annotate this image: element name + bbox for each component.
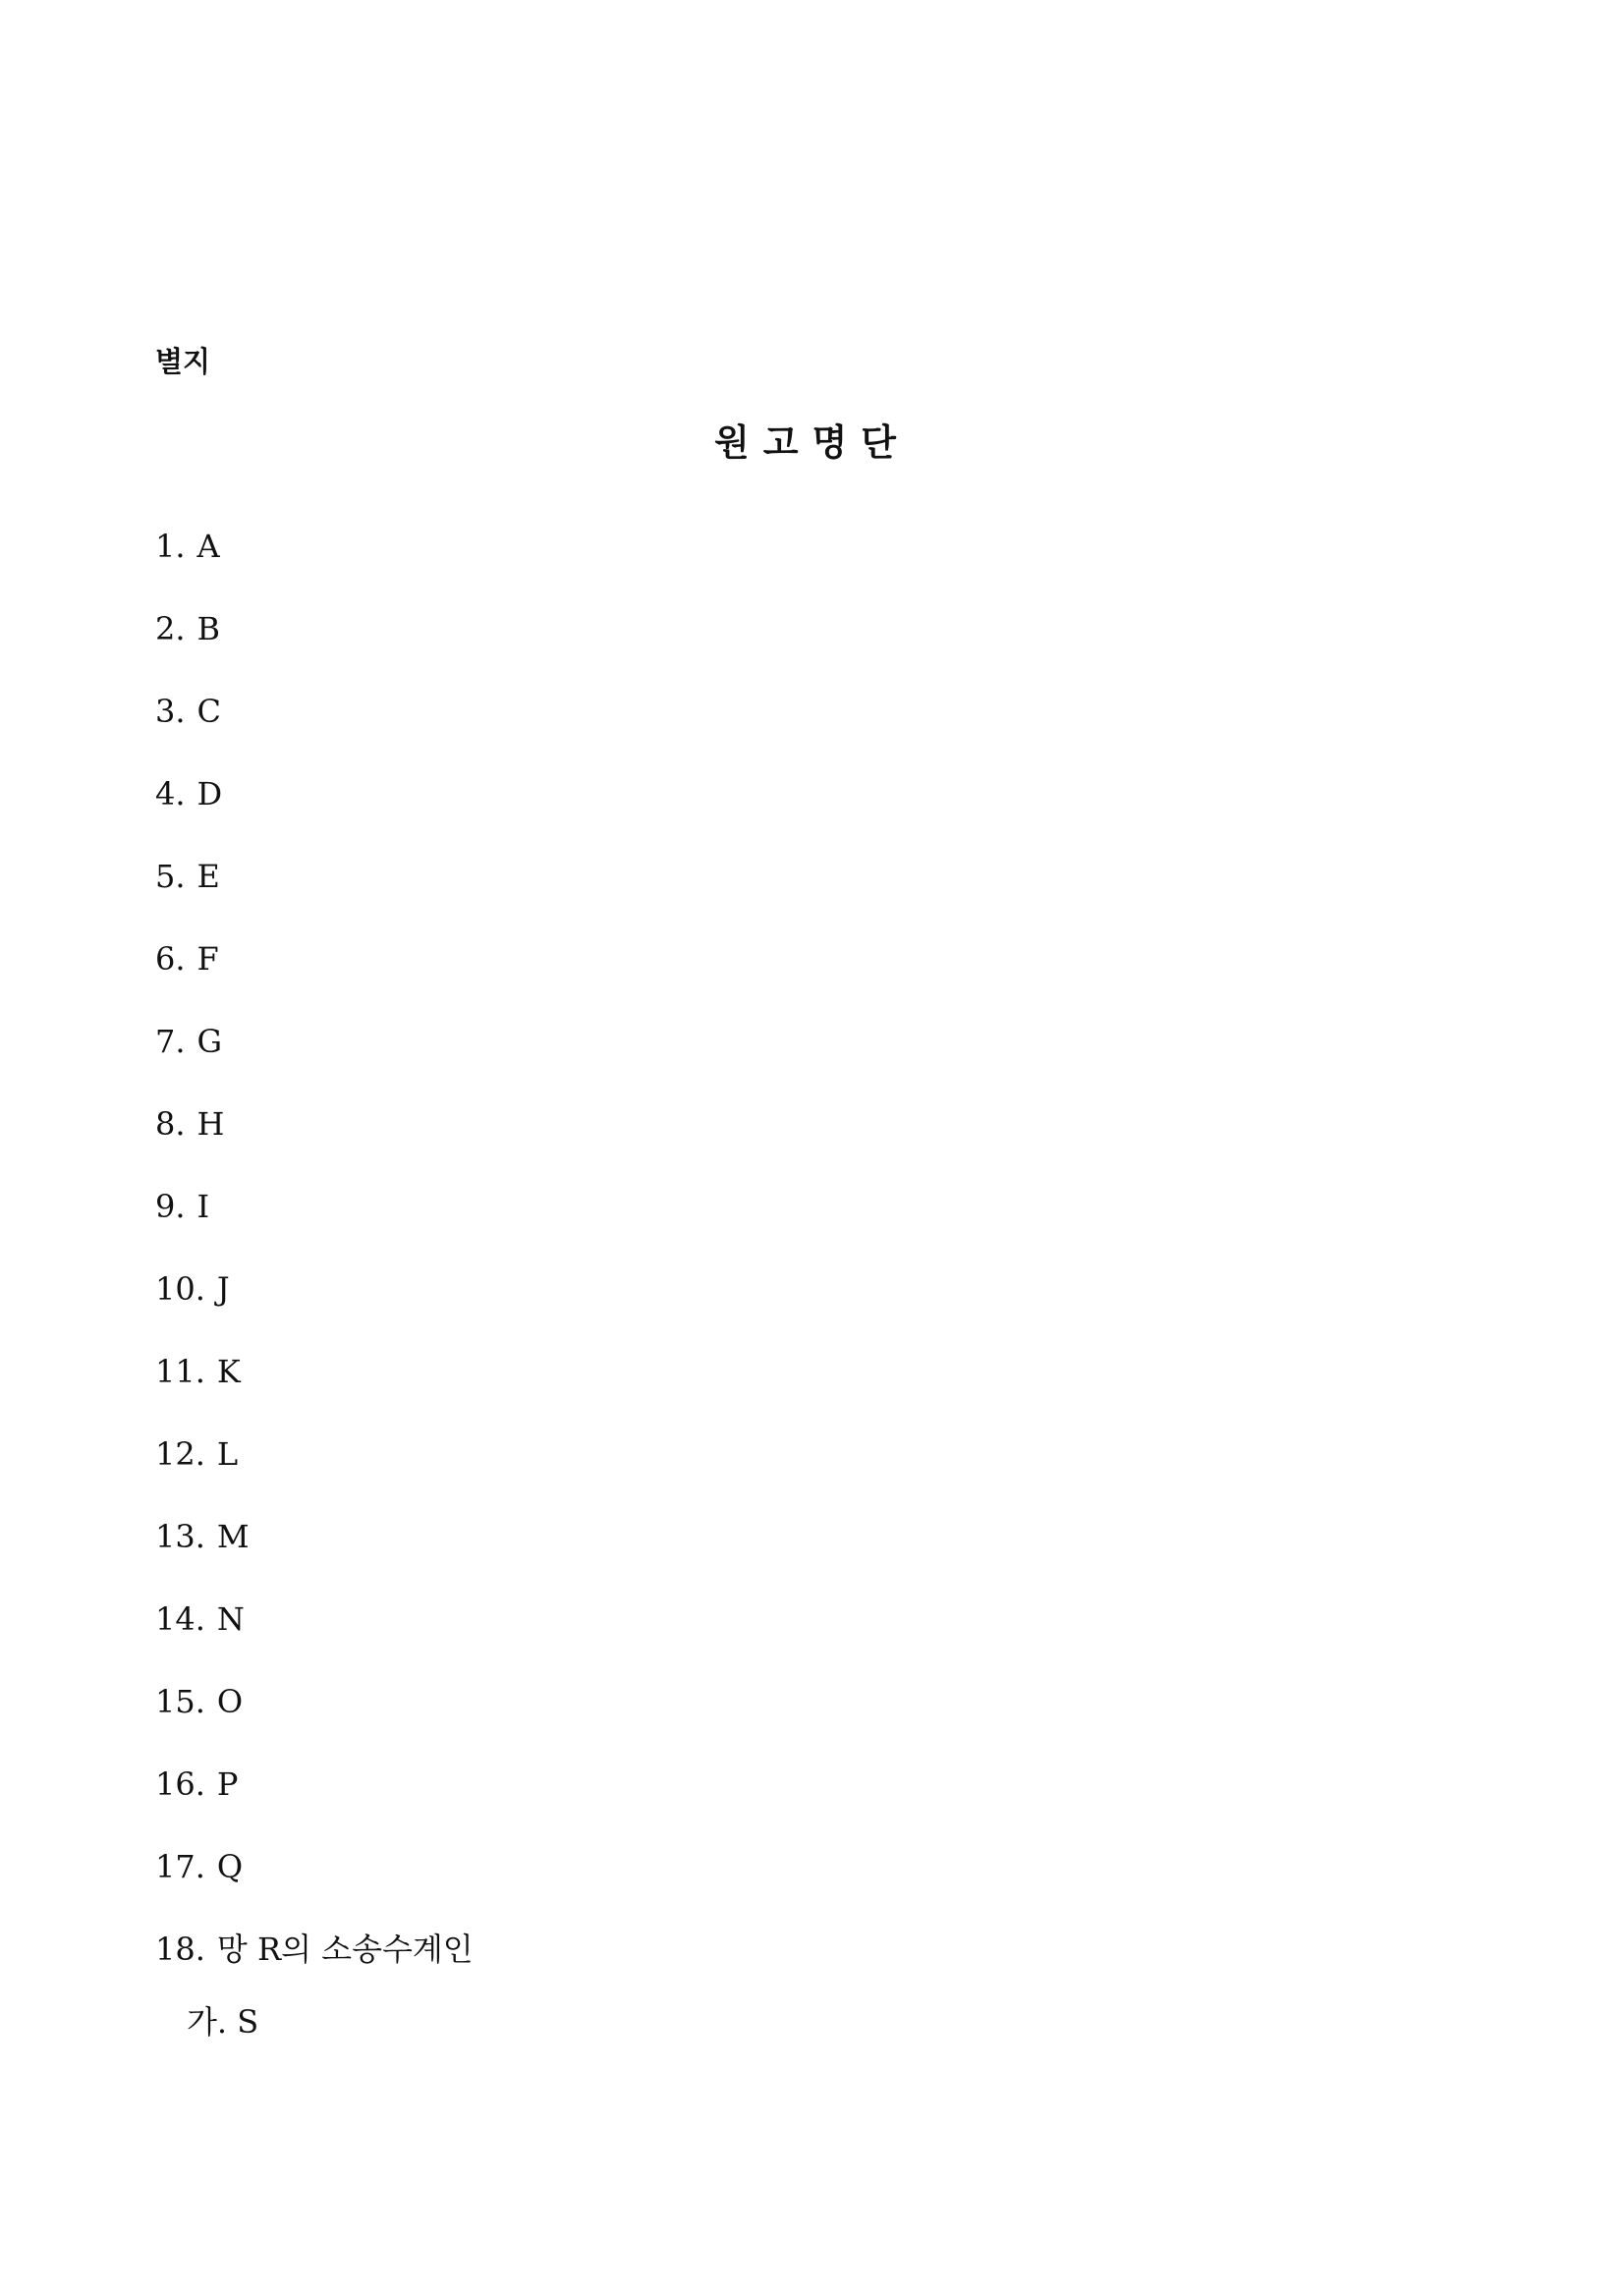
item-number: 13. bbox=[155, 1518, 205, 1555]
list-item bbox=[155, 1908, 474, 1990]
item-number: 12. bbox=[155, 1435, 205, 1473]
item-number: 5. bbox=[155, 858, 186, 895]
annex-label: 별지 bbox=[155, 345, 211, 378]
list-item bbox=[155, 1825, 474, 1908]
item-name: L bbox=[216, 1435, 239, 1473]
item-name: A bbox=[196, 528, 220, 565]
item-number: 10. bbox=[155, 1270, 205, 1308]
list-item bbox=[155, 753, 474, 835]
item-name: F bbox=[196, 940, 219, 978]
item-name: G bbox=[196, 1023, 223, 1060]
list-item bbox=[155, 1248, 474, 1330]
item-name: C bbox=[196, 693, 222, 730]
list-item bbox=[155, 588, 474, 670]
item-name: I bbox=[196, 1188, 210, 1225]
item-number: 18. bbox=[155, 1931, 205, 1968]
item-number: 14. bbox=[155, 1600, 205, 1638]
item-number: 7. bbox=[155, 1023, 186, 1060]
list-item bbox=[155, 1743, 474, 1825]
item-name: D bbox=[196, 775, 223, 812]
item-number: 15. bbox=[155, 1683, 205, 1720]
sub-item-name: S bbox=[237, 2003, 259, 2041]
list-item bbox=[155, 505, 474, 588]
list-item bbox=[155, 1578, 474, 1660]
item-number: 3. bbox=[155, 693, 186, 730]
list-item bbox=[155, 1165, 474, 1248]
sub-item-number: 가. bbox=[187, 2003, 228, 2041]
list-item bbox=[155, 670, 474, 753]
item-number: 11. bbox=[155, 1353, 205, 1390]
item-number: 17. bbox=[155, 1848, 205, 1885]
item-name: K bbox=[216, 1353, 241, 1390]
list-item bbox=[155, 1413, 474, 1495]
item-name: E bbox=[196, 858, 220, 895]
item-name: H bbox=[196, 1105, 225, 1143]
item-number: 9. bbox=[155, 1188, 186, 1225]
item-number: 4. bbox=[155, 775, 186, 812]
item-number: 1. bbox=[155, 528, 186, 565]
list-item bbox=[155, 918, 474, 1000]
item-number: 6. bbox=[155, 940, 186, 978]
item-name: 망 R의 소송수계인 bbox=[216, 1931, 474, 1968]
item-name: N bbox=[216, 1600, 245, 1638]
item-number: 8. bbox=[155, 1105, 186, 1143]
item-name: M bbox=[216, 1518, 250, 1555]
item-name: Q bbox=[216, 1848, 244, 1885]
list-item bbox=[155, 1495, 474, 1578]
item-name: O bbox=[216, 1683, 244, 1720]
item-name: B bbox=[196, 610, 221, 647]
document-title: 원고명단 bbox=[714, 421, 910, 464]
item-number: 2. bbox=[155, 610, 186, 647]
list-item bbox=[155, 1330, 474, 1413]
list-item bbox=[155, 1000, 474, 1083]
item-name: J bbox=[216, 1270, 230, 1308]
item-name: P bbox=[216, 1765, 239, 1803]
list-item bbox=[155, 1660, 474, 1743]
sub-list-item bbox=[187, 1981, 258, 2063]
item-number: 16. bbox=[155, 1765, 205, 1803]
list-item bbox=[155, 1083, 474, 1165]
list-item bbox=[155, 835, 474, 918]
plaintiff-list bbox=[155, 505, 474, 1990]
